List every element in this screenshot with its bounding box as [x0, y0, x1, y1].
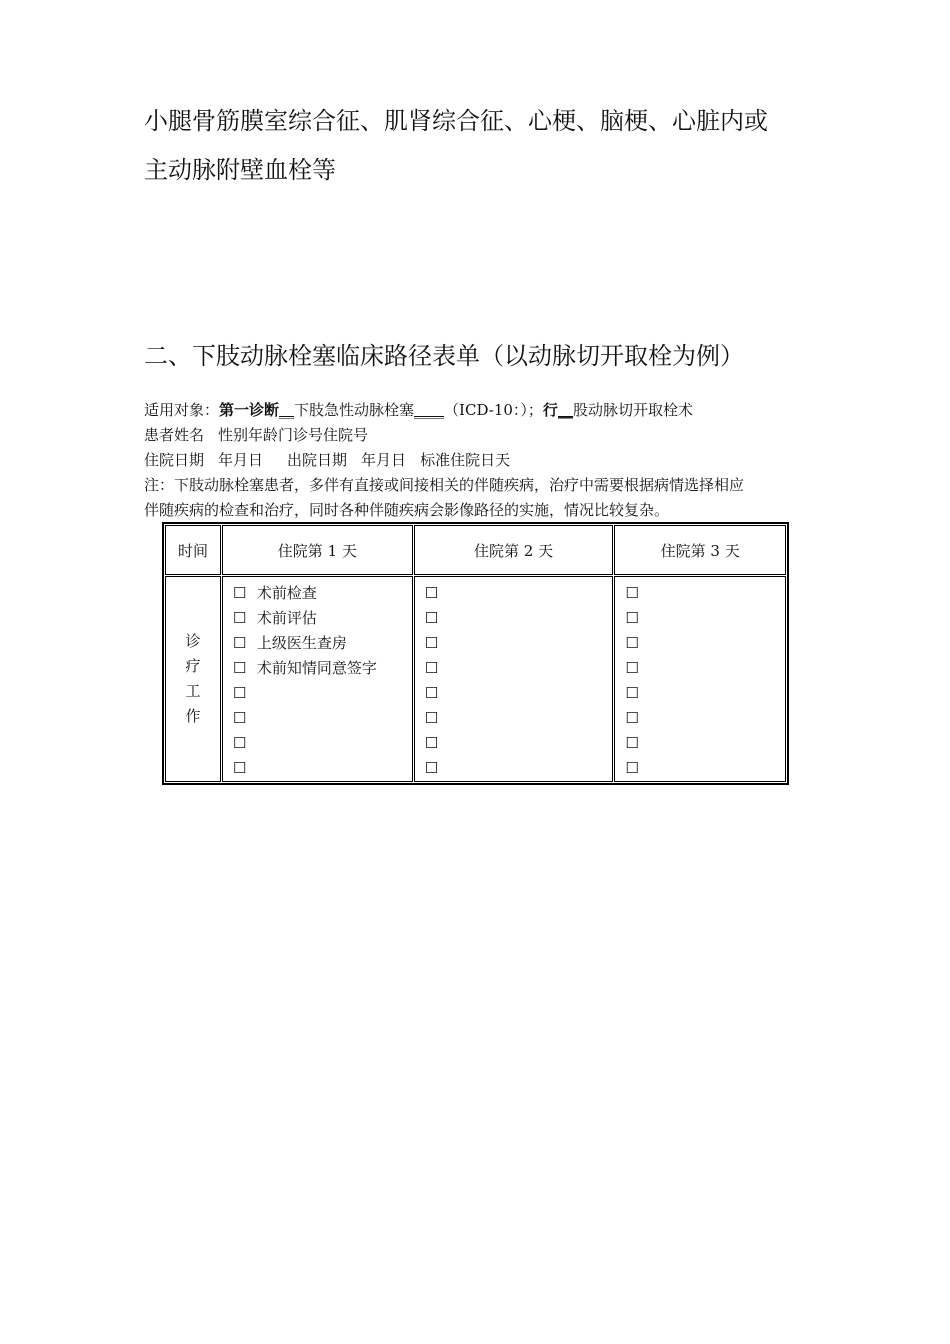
- day-1-checklist: [222, 576, 413, 782]
- checkbox[interactable]: ☐: [625, 734, 639, 752]
- blank-1: __: [279, 401, 295, 419]
- checklist-item: [233, 756, 412, 781]
- checklist-item: [233, 681, 412, 706]
- header-day-2: 住院第 2 天: [414, 525, 614, 575]
- checkbox[interactable]: ☐: [625, 584, 639, 602]
- blank-3: __: [557, 401, 573, 419]
- icd-code: （ICD-10：）；: [444, 401, 543, 419]
- row-label-char: 作: [185, 707, 201, 725]
- checklist-item-label: 术前评估: [256, 609, 317, 627]
- checklist-item: [425, 731, 613, 756]
- patient-name-label: 患者姓名: [144, 426, 205, 444]
- checklist-item: [625, 581, 785, 606]
- checkbox[interactable]: ☐: [625, 634, 639, 652]
- checklist-item: [425, 631, 613, 656]
- procedure-label: 行: [542, 401, 558, 419]
- checklist-item-label: 术前检查: [256, 584, 317, 602]
- note-line-1: 注：下肢动脉栓塞患者，多伴有直接或间接相关的伴随疾病，治疗中需要根据病情选择相应: [144, 476, 745, 494]
- row-label-char: 诊: [185, 632, 201, 650]
- checklist-item: [233, 631, 412, 656]
- standard-stay-label: 标准住院日天: [420, 451, 511, 469]
- procedure-value: 股动脉切开取栓术: [572, 401, 693, 419]
- checklist-item: [233, 606, 412, 631]
- checklist-item: [425, 681, 613, 706]
- diagnosis-label: 第一诊断: [219, 401, 280, 419]
- checkbox[interactable]: ☐: [625, 759, 639, 777]
- day-2-checklist: [414, 576, 614, 782]
- checklist-item: [233, 706, 412, 731]
- diagnosis-value: 下肢急性动脉栓塞: [294, 401, 415, 419]
- dates-line: [144, 448, 824, 473]
- checklist-item: [233, 731, 412, 756]
- clinical-pathway-table: [162, 522, 789, 785]
- checkbox[interactable]: ☐: [232, 609, 247, 627]
- table-header-row: [165, 525, 786, 575]
- checklist-item: [625, 656, 785, 681]
- checkbox[interactable]: ☐: [232, 709, 247, 727]
- checkbox[interactable]: ☐: [625, 609, 639, 627]
- checklist-item: [425, 606, 613, 631]
- intro-paragraph: [144, 97, 824, 195]
- day-3-checklist: [614, 576, 786, 782]
- checklist-item: [233, 656, 412, 681]
- header-day-3: 住院第 3 天: [614, 525, 786, 575]
- checkbox[interactable]: ☐: [424, 734, 439, 752]
- checkbox[interactable]: ☐: [424, 584, 439, 602]
- checkbox[interactable]: ☐: [232, 584, 247, 602]
- checklist-item: [625, 606, 785, 631]
- row-label-char: 工: [185, 682, 201, 700]
- checkbox[interactable]: ☐: [424, 759, 439, 777]
- checklist-item: [625, 731, 785, 756]
- checkbox[interactable]: ☐: [424, 609, 439, 627]
- blank-2: ____: [414, 401, 445, 419]
- checklist-item: [625, 681, 785, 706]
- checklist-item: [233, 581, 412, 606]
- intro-line-2: 主动脉附壁血栓等: [144, 156, 336, 184]
- checklist-item: [425, 581, 613, 606]
- checkbox[interactable]: ☐: [625, 659, 639, 677]
- checkbox[interactable]: ☐: [232, 734, 247, 752]
- checkbox[interactable]: ☐: [625, 709, 639, 727]
- section-title: 二、下肢动脉栓塞临床路径表单（以动脉切开取栓为例）: [144, 342, 744, 370]
- form-meta: [144, 398, 824, 523]
- discharge-date-label: 出院日期: [287, 451, 348, 469]
- checkbox[interactable]: ☐: [424, 659, 439, 677]
- checkbox[interactable]: ☐: [232, 634, 247, 652]
- header-day-1: 住院第 1 天: [222, 525, 413, 575]
- patient-fields-label: 性别年龄门诊号住院号: [218, 426, 369, 444]
- intro-line-1: 小腿骨筋膜室综合征、肌肾综合征、心梗、脑梗、心脏内或: [144, 107, 768, 135]
- checkbox[interactable]: ☐: [424, 684, 439, 702]
- checklist-item: [425, 656, 613, 681]
- checklist-item: [425, 706, 613, 731]
- checklist-item-label: 术前知情同意签字: [256, 659, 377, 677]
- header-time: 时间: [165, 525, 221, 575]
- checkbox[interactable]: ☐: [232, 684, 247, 702]
- note-line-2: 伴随疾病的检查和治疗，同时各种伴随疾病会影像路径的实施，情况比较复杂。: [144, 501, 670, 519]
- checklist-item: [625, 756, 785, 781]
- checkbox[interactable]: ☐: [232, 659, 247, 677]
- checklist-item: [425, 756, 613, 781]
- checkbox[interactable]: ☐: [232, 759, 247, 777]
- checkbox[interactable]: ☐: [424, 709, 439, 727]
- applicable-prefix: 适用对象：: [144, 401, 220, 419]
- checkbox[interactable]: ☐: [625, 684, 639, 702]
- checklist-item: [625, 706, 785, 731]
- applicable-line: [144, 398, 824, 423]
- checkbox[interactable]: ☐: [424, 634, 439, 652]
- table-row-treatment: [165, 576, 786, 782]
- row-label-char: 疗: [185, 657, 201, 675]
- checklist-item: [625, 631, 785, 656]
- checklist-item-label: 上级医生查房: [256, 634, 347, 652]
- admit-date-ymd: 年月日: [218, 451, 264, 469]
- admit-date-label: 住院日期: [144, 451, 205, 469]
- row-label-treatment-work: [165, 576, 221, 782]
- discharge-date-ymd: 年月日: [361, 451, 407, 469]
- patient-line: [144, 423, 824, 448]
